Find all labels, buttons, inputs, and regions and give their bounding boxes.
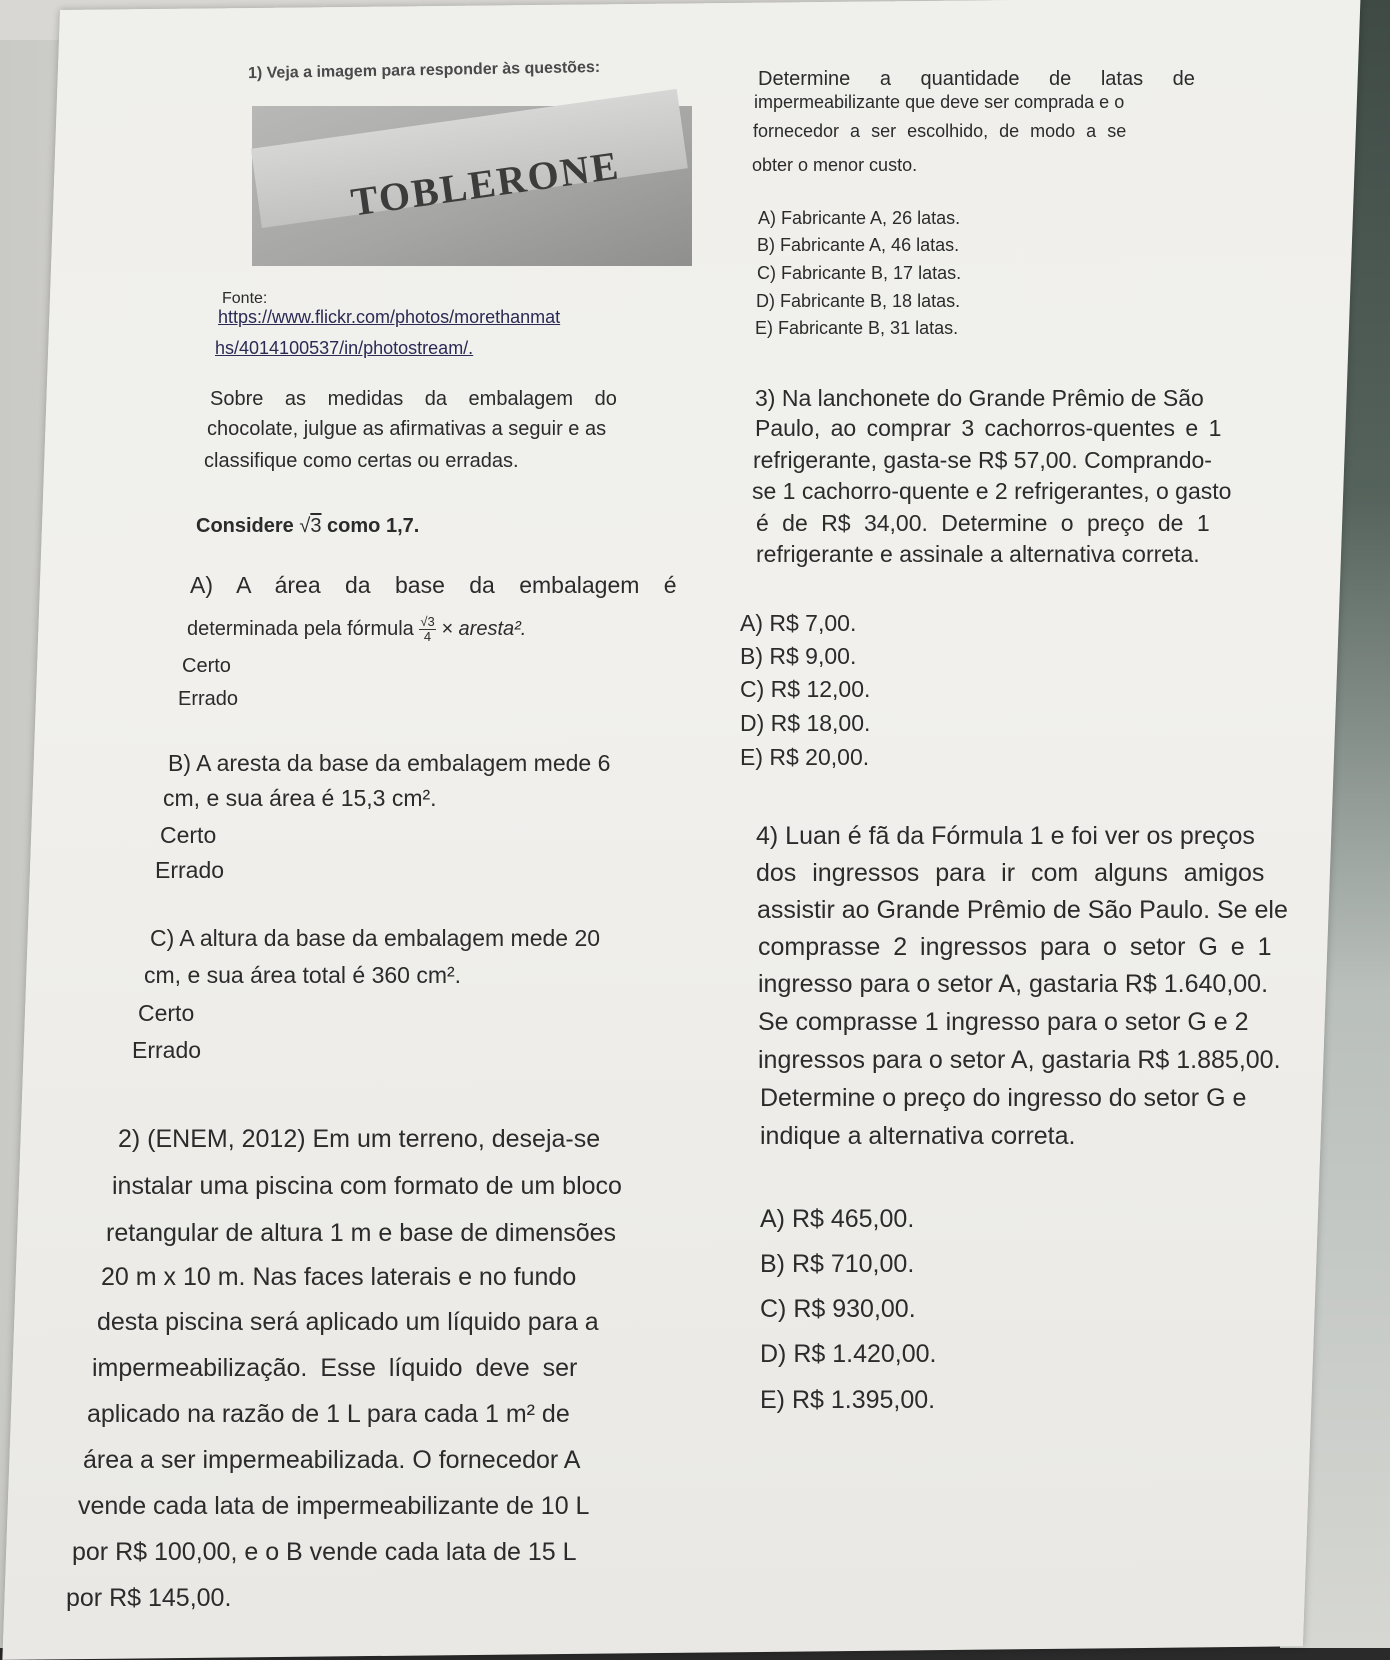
q1-a-formula-text: determinada pela fórmula (187, 617, 414, 640)
q3-option-c: C) R$ 12,00. (740, 676, 871, 702)
q1-option-d: D) Fabricante B, 18 latas. (756, 291, 961, 311)
q1-c-line2: cm, e sua área total é 360 cm². (144, 962, 462, 988)
q2-line3: retangular de altura 1 m e base de dimensões (106, 1219, 617, 1247)
q1-option-c: C) Fabricante B, 17 latas. (757, 263, 962, 283)
q3-option-a: A) R$ 7,00. (740, 610, 857, 636)
q4-line1: 4) Luan é fã da Fórmula 1 e foi ver os preços (756, 822, 1255, 850)
q1-right-line2: impermeabilizante que deve ser comprada e o (754, 92, 1125, 112)
q1-considere (196, 515, 419, 538)
q4-option-c: C) R$ 930,00. (760, 1295, 916, 1323)
q1-option-e: E) Fabricante B, 31 latas. (755, 318, 959, 338)
q2-line8: área a ser impermeabilizada. O fornecedor A (83, 1446, 581, 1474)
q2-line9: vende cada lata de impermeabilizante de 10 L (78, 1492, 590, 1520)
q1-sobre-line3: classifique como certas ou erradas. (204, 450, 519, 472)
q1-right-line3: fornecedor a ser escolhido, de modo a se (753, 121, 1127, 141)
q1-b-line2: cm, e sua área é 15,3 cm². (163, 785, 437, 811)
source-url-line2[interactable]: hs/4014100537/in/photostream/. (215, 338, 474, 358)
q4-option-d: D) R$ 1.420,00. (760, 1340, 937, 1368)
q4-option-a: A) R$ 465,00. (760, 1205, 915, 1233)
source-label: Fonte: (222, 290, 268, 307)
q1-right-line1: Determine a quantidade de latas de (758, 68, 1195, 90)
q1-right-line4: obter o menor custo. (752, 155, 918, 175)
q1-c-errado[interactable]: Errado (132, 1037, 202, 1063)
q2-line5: desta piscina será aplicado um líquido para a (97, 1308, 599, 1336)
q2-line2: instalar uma piscina com formato de um bloco (112, 1172, 622, 1200)
q2-line10: por R$ 100,00, e o B vende cada lata de 15 L (72, 1538, 577, 1566)
q2-line6: impermeabilização. Esse líquido deve ser (92, 1354, 578, 1382)
q1-b-certo[interactable]: Certo (160, 822, 217, 848)
q2-line4: 20 m x 10 m. Nas faces laterais e no fundo (101, 1263, 577, 1291)
q4-option-b: B) R$ 710,00. (760, 1250, 915, 1278)
q4-line6: Se comprasse 1 ingresso para o setor G e 2 (758, 1008, 1249, 1036)
q1-a-certo[interactable]: Certo (182, 655, 231, 677)
q1-c-line1: C) A altura da base da embalagem mede 20 (150, 925, 601, 951)
q4-line9: indique a alternativa correta. (760, 1122, 1076, 1150)
q1-sobre-line1: Sobre as medidas da embalagem do (210, 388, 617, 410)
q4-line2: dos ingressos para ir com alguns amigos (756, 859, 1265, 887)
source-url-line1[interactable]: https://www.flickr.com/photos/morethanmat (218, 307, 561, 327)
q3-line1: 3) Na lanchonete do Grande Prêmio de São (755, 385, 1204, 411)
q3-line6: refrigerante e assinale a alternativa correta. (756, 541, 1200, 567)
q3-line4: se 1 cachorro-quente e 2 refrigerantes, o gasto (752, 478, 1232, 504)
q4-line5: ingresso para o setor A, gastaria R$ 1.640,00. (758, 970, 1269, 998)
considere-label: Considere (196, 515, 294, 537)
q4-line3: assistir ao Grande Prêmio de São Paulo. Se ele (757, 896, 1288, 924)
q4-line8: Determine o preço do ingresso do setor G e (760, 1084, 1247, 1112)
q2-line7: aplicado na razão de 1 L para cada 1 m² de (87, 1400, 570, 1428)
q3-line3: refrigerante, gasta-se R$ 57,00. Comprando- (753, 447, 1212, 473)
toblerone-brand-text: TOBLERONE (348, 142, 623, 225)
q2-line11: por R$ 145,00. (66, 1584, 232, 1612)
q1-sobre-line2: chocolate, julgue as afirmativas a seguir e as (207, 418, 607, 440)
q1-c-certo[interactable]: Certo (138, 1000, 195, 1026)
fraction-numerator: √3 (420, 614, 435, 629)
q1-b-errado[interactable]: Errado (155, 857, 225, 883)
q1-intro: 1) Veja a imagem para responder às questões: (247, 58, 601, 83)
sqrt-symbol: √3 (299, 515, 322, 537)
q3-line5: é de R$ 34,00. Determine o preço de 1 (756, 510, 1210, 536)
sqrt-radicand: 3 (310, 515, 322, 537)
q1-a-line1: A) A área da base da embalagem é (190, 572, 677, 598)
considere-value: como 1,7. (327, 515, 420, 537)
q4-line7: ingressos para o setor A, gastaria R$ 1.885,00. (758, 1046, 1281, 1074)
q3-option-e: E) R$ 20,00. (740, 744, 870, 770)
formula-fraction (419, 615, 435, 644)
q3-option-d: D) R$ 18,00. (740, 710, 871, 736)
q1-a-formula-tail: × aresta². (441, 617, 527, 640)
q1-option-a: A) Fabricante A, 26 latas. (758, 208, 961, 228)
q1-a-errado[interactable]: Errado (178, 688, 239, 710)
q4-option-e: E) R$ 1.395,00. (760, 1386, 936, 1414)
q2-line1: 2) (ENEM, 2012) Em um terreno, deseja-se (118, 1125, 601, 1153)
fraction-denominator: 4 (423, 629, 432, 644)
q1-b-line1: B) A aresta da base da embalagem mede 6 (168, 750, 611, 776)
q3-option-b: B) R$ 9,00. (740, 643, 857, 669)
q1-a-line2 (187, 615, 526, 644)
q1-option-b: B) Fabricante A, 46 latas. (757, 235, 960, 255)
q4-line4: comprasse 2 ingressos para o setor G e 1 (758, 933, 1272, 961)
q3-line2: Paulo, ao comprar 3 cachorros-quentes e 1 (755, 415, 1222, 441)
